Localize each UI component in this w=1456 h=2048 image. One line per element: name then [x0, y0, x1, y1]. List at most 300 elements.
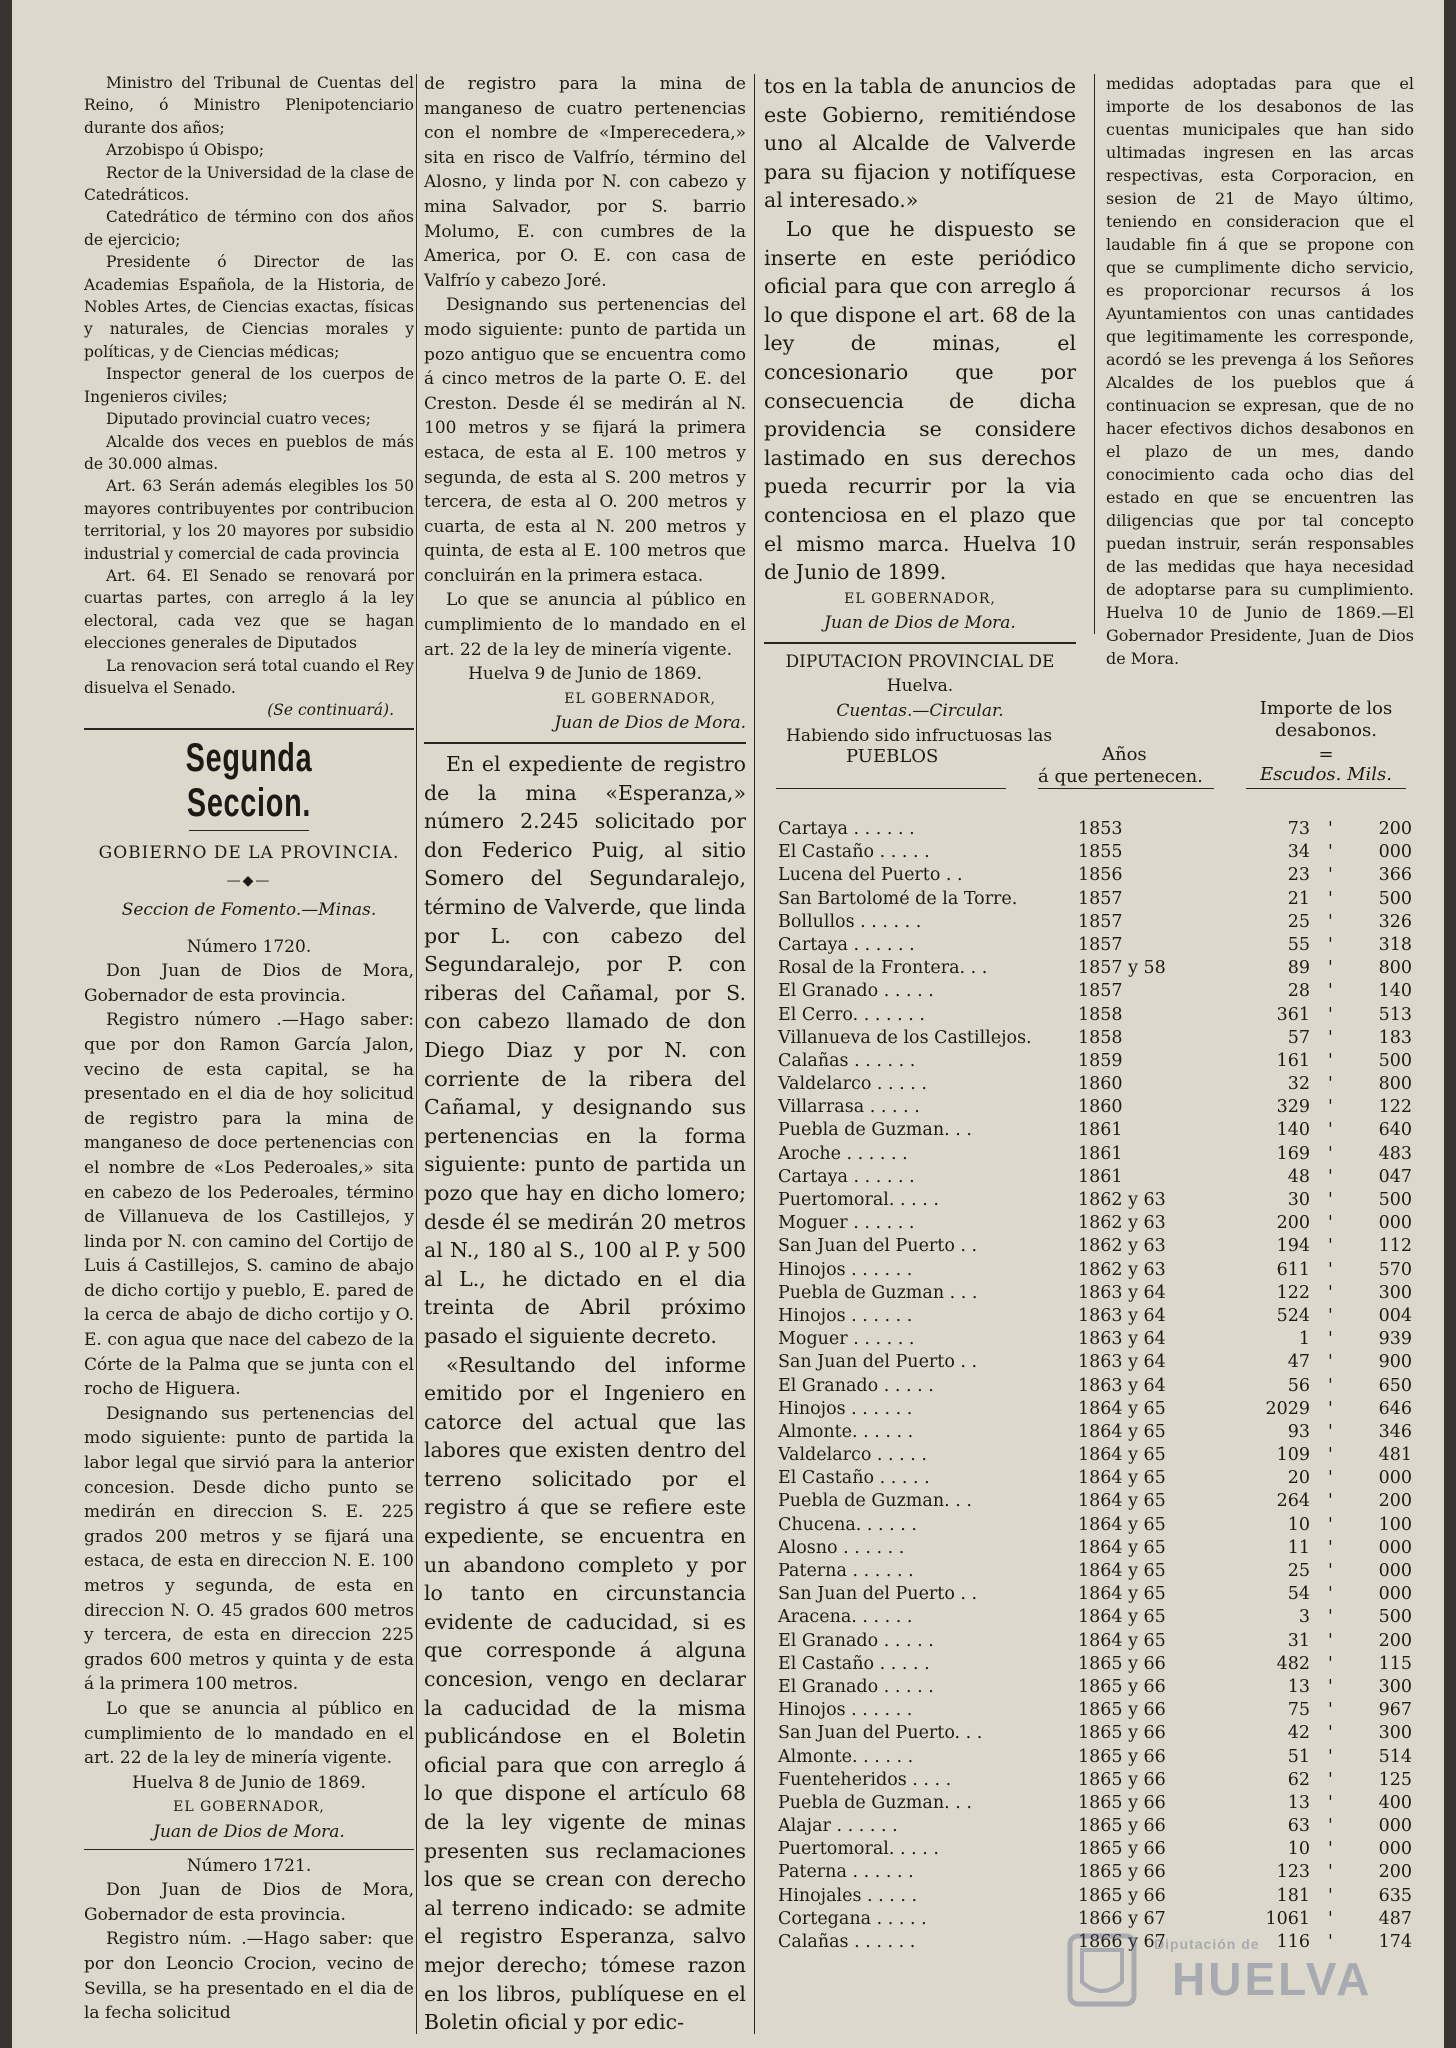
separator-mark: '	[1328, 1792, 1333, 1813]
separator-mark: '	[1328, 1352, 1333, 1373]
table-row	[776, 1792, 1416, 1815]
year-cell: 1862 y 63	[1078, 1236, 1166, 1257]
paragraph: de registro para la mina de manganeso de cuatro pertenencias con el nombre de «Imperecedera,» sita en risco de Valfrío, término del Alosno, y linda por N. con cabezo y mina Salvador, por S. barrio Molumo, E. con cumbres de la America, por O. E. con casa de Valfrío y cabezo Joré.	[424, 74, 746, 291]
column-3	[764, 72, 1076, 746]
town-cell: Puertomoral. . . . .	[778, 1839, 939, 1860]
town-cell: San Juan del Puerto. . .	[778, 1723, 983, 1744]
continuation-note: (Se continuará).	[267, 701, 394, 720]
table-row	[776, 1653, 1416, 1676]
table-row	[776, 1699, 1416, 1722]
year-cell: 1864 y 65	[1078, 1561, 1166, 1581]
table-row	[776, 1073, 1416, 1096]
table-row	[776, 1189, 1416, 1212]
date-line: Huelva 9 de Junio de 1869.	[468, 664, 702, 685]
escudos-cell: 329	[1276, 1097, 1310, 1118]
year-cell: 1858	[1078, 1004, 1123, 1025]
escudos-cell: 194	[1276, 1236, 1310, 1257]
milesimas-cell: 000	[1378, 842, 1412, 863]
year-cell: 1866 y 67	[1078, 1908, 1166, 1929]
escudos-cell: 93	[1287, 1421, 1310, 1442]
separator-mark: '	[1328, 1746, 1333, 1767]
town-cell: Fuenteheridos . . . .	[778, 1769, 952, 1790]
year-cell: 1865 y 66	[1078, 1723, 1166, 1744]
table-row	[776, 1861, 1416, 1884]
table-row	[776, 841, 1416, 864]
year-cell: 1864 y 65	[1078, 1537, 1166, 1558]
separator-mark: '	[1328, 1700, 1333, 1721]
divider	[1246, 788, 1406, 789]
paragraph: Lo que he dispuesto se inserte en este periódico oficial para que con arreglo á lo que dispone el art. 68 de la ley de minas, el concesionario que por consecuencia de dicha providencia se considere lastimado en sus derechos pueda recurrir por la via contenciosa en el plazo que el mismo marca. Huelva 10 de Junio de 1899.	[764, 216, 1076, 585]
escudos-cell: 10	[1287, 1839, 1310, 1860]
escudos-cell: 55	[1287, 934, 1310, 955]
town-cell: Moguer . . . . . .	[778, 1213, 915, 1234]
separator-mark: '	[1328, 1653, 1333, 1674]
table-row	[776, 1746, 1416, 1769]
section-title: Segunda Seccion.	[185, 735, 313, 825]
escudos-cell: 1061	[1265, 1908, 1310, 1929]
town-cell: Chucena. . . . . .	[778, 1514, 917, 1535]
town-cell: Valdelarco . . . . .	[778, 1445, 927, 1466]
town-cell: San Juan del Puerto . .	[778, 1352, 978, 1373]
year-cell: 1863 y 64	[1078, 1282, 1166, 1303]
milesimas-cell: 140	[1378, 981, 1412, 1002]
year-cell: 1857	[1078, 981, 1123, 1002]
divider	[84, 1849, 414, 1850]
town-cell: Puebla de Guzman. . .	[778, 1120, 972, 1141]
escudos-cell: 10	[1287, 1514, 1310, 1535]
separator-mark: '	[1328, 1839, 1333, 1860]
table-row	[776, 1050, 1416, 1073]
table-row	[776, 911, 1416, 934]
escudos-cell: 42	[1287, 1723, 1310, 1744]
paragraph: Art. 63 Serán además elegibles los 50 mayores contribuyentes por contribucion territorial, y los 20 mayores por subsidio industrial y comercial de cada provincia	[84, 477, 414, 563]
town-cell: Almonte. . . . . .	[778, 1746, 914, 1767]
town-cell: Puebla de Guzman . . .	[778, 1282, 978, 1303]
table-row	[776, 1583, 1416, 1606]
year-cell: 1863 y 64	[1078, 1329, 1166, 1350]
escudos-cell: 140	[1276, 1120, 1310, 1141]
table-row	[776, 1444, 1416, 1467]
separator-mark: '	[1328, 1468, 1333, 1489]
paragraph: Art. 64. El Senado se renovará por cuartas partes, con arreglo á la ley electoral, cada vez que se hagan elecciones generales de Diputados	[84, 566, 414, 653]
table-row	[776, 1885, 1416, 1908]
milesimas-cell: 500	[1378, 1190, 1412, 1210]
table-row	[776, 934, 1416, 957]
year-cell: 1865 y 66	[1078, 1746, 1166, 1767]
separator-mark: '	[1328, 1908, 1333, 1929]
table-row	[776, 1398, 1416, 1421]
signature-name: Juan de Dios de Mora.	[153, 1821, 345, 1842]
milesimas-cell: 047	[1378, 1166, 1412, 1187]
escudos-cell: 89	[1287, 958, 1310, 979]
escudos-cell: 30	[1287, 1190, 1310, 1210]
town-cell: Puebla de Guzman. . .	[778, 1491, 972, 1512]
escudos-cell: 122	[1276, 1282, 1310, 1303]
town-cell: Puertomoral. . . . .	[778, 1190, 939, 1210]
paragraph: Registro núm. .—Hago saber: que por don Leoncio Crocion, vecino de Sevilla, se ha presentado en el dia de la fecha solicitud	[84, 1929, 414, 2024]
separator-mark: '	[1328, 1166, 1333, 1187]
year-cell: 1853	[1078, 819, 1123, 839]
milesimas-cell: 000	[1378, 1561, 1412, 1581]
table-row	[776, 1235, 1416, 1258]
town-cell: Rosal de la Frontera. . .	[778, 958, 988, 979]
paragraph: Inspector general de los cuerpos de Ingenieros civiles;	[84, 365, 414, 406]
archive-watermark	[1062, 1930, 1382, 2010]
milesimas-cell: 183	[1378, 1027, 1412, 1048]
town-cell: Moguer . . . . . .	[778, 1329, 915, 1350]
escudos-cell: 11	[1287, 1537, 1310, 1558]
table-row	[776, 1769, 1416, 1792]
year-cell: 1862 y 63	[1078, 1190, 1166, 1210]
separator-mark: '	[1328, 1074, 1333, 1095]
divider	[776, 788, 1006, 789]
town-cell: Cartaya . . . . . .	[778, 819, 915, 839]
table-row	[776, 980, 1416, 1003]
milesimas-cell: 300	[1378, 1282, 1412, 1303]
escudos-cell: 31	[1287, 1630, 1310, 1651]
town-cell: Aracena. . . . . .	[778, 1607, 913, 1628]
escudos-cell: 361	[1276, 1004, 1310, 1025]
town-cell: El Castaño . . . . .	[778, 1468, 930, 1489]
town-cell: Calañas . . . . . .	[778, 1050, 916, 1071]
year-cell: 1862 y 63	[1078, 1259, 1166, 1280]
escudos-cell: 200	[1276, 1213, 1310, 1234]
town-cell: Hinojos . . . . . .	[778, 1305, 913, 1326]
milesimas-cell: 200	[1378, 1630, 1412, 1651]
separator-mark: '	[1328, 1537, 1333, 1558]
separator-mark: '	[1328, 842, 1333, 863]
year-cell: 1864 y 65	[1078, 1468, 1166, 1489]
table-row	[776, 1027, 1416, 1050]
milesimas-cell: 300	[1378, 1723, 1412, 1744]
senate-article-text	[84, 72, 414, 722]
column-rule	[1094, 74, 1095, 634]
year-cell: 1865 y 66	[1078, 1769, 1166, 1790]
paragraph: Alcalde dos veces en pueblos de más de 30.000 almas.	[84, 432, 414, 473]
milesimas-cell: 000	[1378, 1839, 1412, 1860]
year-cell: 1864 y 65	[1078, 1514, 1166, 1535]
escudos-cell: 161	[1276, 1050, 1310, 1071]
separator-mark: '	[1328, 1259, 1333, 1280]
table-row	[776, 888, 1416, 911]
table-row	[776, 1560, 1416, 1583]
desabonos-table-header	[776, 692, 1416, 792]
table-row	[776, 1490, 1416, 1513]
separator-mark: '	[1328, 1769, 1333, 1790]
year-cell: 1857	[1078, 911, 1123, 932]
town-cell: Paterna . . . . . .	[778, 1561, 914, 1581]
year-cell: 1865 y 66	[1078, 1816, 1166, 1837]
milesimas-cell: 366	[1378, 865, 1412, 886]
year-cell: 1861	[1078, 1143, 1123, 1164]
table-row	[776, 1004, 1416, 1027]
milesimas-cell: 570	[1378, 1259, 1412, 1280]
milesimas-cell: 200	[1378, 819, 1412, 839]
notice-number: Número 1720.	[186, 936, 312, 957]
separator-mark: '	[1328, 1514, 1333, 1535]
year-cell: 1860	[1078, 1074, 1123, 1095]
town-cell: Valdelarco . . . . .	[778, 1074, 927, 1095]
year-cell: 1862 y 63	[1078, 1213, 1166, 1234]
year-cell: 1861	[1078, 1166, 1123, 1187]
divider	[189, 830, 309, 831]
milesimas-cell: 346	[1378, 1421, 1412, 1442]
separator-mark: '	[1328, 1213, 1333, 1234]
escudos-cell: 116	[1276, 1932, 1310, 1952]
signature-title: EL GOBERNADOR,	[564, 690, 716, 707]
separator-mark: '	[1328, 1143, 1333, 1164]
year-cell: 1857 y 58	[1078, 958, 1166, 979]
escudos-cell: 62	[1287, 1769, 1310, 1790]
desabonos-table	[776, 818, 1416, 1954]
date-line: Huelva 8 de Junio de 1869.	[132, 1772, 366, 1793]
escudos-cell: 2029	[1265, 1398, 1310, 1419]
year-cell: 1857	[1078, 934, 1123, 955]
milesimas-cell: 481	[1378, 1445, 1412, 1466]
milesimas-cell: 800	[1378, 958, 1412, 979]
milesimas-cell: 900	[1378, 1352, 1412, 1373]
separator-mark: '	[1328, 1282, 1333, 1303]
table-row	[776, 1166, 1416, 1189]
year-cell: 1864 y 65	[1078, 1584, 1166, 1605]
year-cell: 1865 y 66	[1078, 1653, 1166, 1674]
header-escudos: Escudos. Mils.	[1260, 764, 1392, 785]
milesimas-cell: 939	[1378, 1329, 1412, 1350]
year-cell: 1864 y 65	[1078, 1491, 1166, 1512]
table-row	[776, 1537, 1416, 1560]
year-cell: 1865 y 66	[1078, 1676, 1166, 1697]
separator-mark: '	[1328, 958, 1333, 979]
paragraph: Rector de la Universidad de la clase de Catedráticos.	[84, 163, 415, 205]
year-cell: 1864 y 65	[1078, 1630, 1166, 1651]
milesimas-cell: 650	[1378, 1375, 1412, 1396]
signature-title: EL GOBERNADOR,	[173, 1799, 325, 1816]
signature-name: Juan de Dios de Mora.	[824, 613, 1016, 634]
year-cell: 1864 y 65	[1078, 1607, 1166, 1628]
milesimas-cell: 000	[1378, 1213, 1412, 1234]
table-row	[776, 1722, 1416, 1745]
town-cell: Almonte. . . . . .	[778, 1421, 914, 1442]
column-4	[1106, 72, 1414, 672]
separator-mark: '	[1328, 1398, 1333, 1419]
escudos-cell: 32	[1287, 1074, 1310, 1095]
subsection-heading: Seccion de Fomento.—Minas.	[121, 899, 377, 920]
milesimas-cell: 640	[1378, 1120, 1412, 1141]
town-cell: Bollullos . . . . . .	[778, 911, 922, 932]
escudos-cell: 23	[1287, 865, 1310, 886]
header-importe: Importe de los desabonos.	[1259, 698, 1393, 741]
separator-mark: '	[1328, 1190, 1333, 1210]
milesimas-cell: 326	[1378, 911, 1412, 932]
year-cell: 1864 y 65	[1078, 1445, 1166, 1466]
year-cell: 1865 y 66	[1078, 1700, 1166, 1721]
year-cell: 1866 y 67	[1078, 1932, 1166, 1952]
diputacion-heading: DIPUTACION PROVINCIAL DE Huelva.	[785, 651, 1055, 697]
table-row	[776, 1096, 1416, 1119]
government-heading: GOBIERNO DE LA PROVINCIA.	[98, 842, 400, 863]
year-cell: 1864 y 65	[1078, 1398, 1166, 1419]
separator-mark: '	[1328, 1584, 1333, 1605]
signature-name: Juan de Dios de Mora.	[554, 713, 746, 734]
table-row	[776, 1259, 1416, 1282]
column-rule	[416, 74, 417, 2034]
town-cell: Alosno . . . . . .	[778, 1537, 905, 1558]
table-row	[776, 1908, 1416, 1931]
divider	[84, 728, 414, 730]
divider	[1038, 788, 1214, 789]
separator-mark: '	[1328, 1027, 1333, 1048]
table-row	[776, 1676, 1416, 1699]
escudos-cell: 611	[1276, 1259, 1310, 1280]
separator-mark: '	[1328, 1329, 1333, 1350]
escudos-cell: 181	[1276, 1885, 1310, 1906]
table-row	[776, 1421, 1416, 1444]
year-cell: 1863 y 64	[1078, 1375, 1166, 1396]
separator-mark: '	[1328, 1120, 1333, 1141]
year-cell: 1859	[1078, 1050, 1123, 1071]
column-rule	[754, 74, 755, 2034]
header-anos-sub: á que pertenecen.	[1038, 766, 1203, 787]
town-cell: Cortegana . . . . .	[778, 1908, 927, 1929]
escudos-cell: 75	[1287, 1700, 1310, 1721]
paragraph: En el expediente de registro de la mina «Esperanza,» número 2.245 solicitado por don Federico Puig, al sitio Somero del Segundaralejo, término de Valverde, que linda por L. con cabezo del Segundaralejo, por P. con riberas del Cañamal, por S. con cabezo llamado de don Diego Diaz y por N. con corriente de la ribera del Cañamal, y designando sus pertenencias en la forma siguiente: punto de partida un pozo que hay en dicho lomero; desde él se medirán 20 metros al N., 180 al S., 100 al P. y 500 al L., he dictado en el dia treinta de Abril próximo pasado el siguiente decreto.	[424, 752, 746, 1348]
milesimas-cell: 487	[1378, 1908, 1412, 1929]
table-row	[776, 1119, 1416, 1142]
town-cell: Hinojos . . . . . .	[778, 1398, 913, 1419]
year-cell: 1865 y 66	[1078, 1792, 1166, 1813]
paragraph: medidas adoptadas para que el importe de los desabonos de las cuentas municipales que han sido ultimadas ingresen en las arcas respectivas, esta Corporacion, en sesion de 21 de Mayo último, teniendo en consideracion que el laudable fin á que se propone con que se cumplimente dicho servicio, es proporcionar recursos á los Ayuntamientos con unas cantidades que legitimamente les corresponde, acordó se les prevenga á los Señores Alcaldes de los pueblos que á continuacion se expresan, que de no hacer efectivos dichos desabonos en el plazo de un mes, dando conocimiento cada ocho dias del estado en que se encuentren las diligencias que por tal concepto puedan instruir, serán responsables de las medidas que haya necesidad de adoptarse para su cumplimiento. Huelva 10 de Junio de 1869.—El Gobernador Presidente, Juan de Dios de Mora.	[1106, 74, 1414, 668]
separator-mark: '	[1328, 1607, 1333, 1628]
stamp-name: HUELVA	[1172, 1953, 1373, 2005]
escudos-cell: 51	[1287, 1746, 1310, 1767]
milesimas-cell: 483	[1378, 1143, 1412, 1164]
paragraph: tos en la tabla de anuncios de este Gobierno, remitiéndose uno al Alcalde de Valverde para su fijacion y notifíquese al interesado.»	[764, 74, 1076, 213]
table-row	[776, 1212, 1416, 1235]
escudos-cell: 56	[1287, 1375, 1310, 1396]
milesimas-cell: 115	[1378, 1653, 1412, 1674]
milesimas-cell: 000	[1378, 1468, 1412, 1489]
separator-mark: '	[1328, 1050, 1333, 1071]
escudos-cell: 63	[1287, 1816, 1310, 1837]
table-row	[776, 1606, 1416, 1629]
escudos-cell: 109	[1276, 1445, 1310, 1466]
table-row	[776, 1143, 1416, 1166]
year-cell: 1865 y 66	[1078, 1862, 1166, 1883]
notice-number: Número 1721.	[186, 1855, 312, 1876]
separator-mark: '	[1328, 1723, 1333, 1744]
paragraph: «Resultando del informe emitido por el Ingeniero en catorce del actual que las labores que existen dentro del terreno solicitado por el registro á que se refiere este expediente, se encuentra en un abandono completo y por lo tanto en circunstancia evidente de caducidad, si es que corresponde á alguna concesion, vengo en declarar la caducidad de la misma publicándose en el Boletin oficial para que con arreglo á lo que dispone el artículo 68 de la ley vigente de minas presenten sus reclamaciones los que se crean con derecho al terreno indicado: se admite el registro Esperanza, salvo mejor derecho; tómese razon en los libros, publíquese en el Boletin oficial y por edic-	[424, 1352, 746, 2035]
paragraph: Catedrático de término con dos años de ejercicio;	[84, 208, 414, 249]
milesimas-cell: 000	[1378, 1537, 1412, 1558]
town-cell: El Granado . . . . .	[778, 981, 934, 1002]
escudos-cell: 123	[1276, 1862, 1310, 1883]
escudos-cell: 3	[1298, 1607, 1310, 1628]
year-cell: 1865 y 66	[1078, 1839, 1166, 1860]
town-cell: Cartaya . . . . . .	[778, 934, 915, 955]
milesimas-cell: 967	[1378, 1700, 1412, 1721]
milesimas-cell: 514	[1378, 1746, 1412, 1767]
paragraph: Registro número .—Hago saber: que por don Ramon García Jalon, vecino de esta capital, se ha presentado en el dia de hoy solicitud de registro para la mina de manganeso de doce pertenencias con el nombre de «Los Pederoales,» sita en cabezo de los Pederoales, término de Villanueva de los Castillejos, y linda por N. con camino del Cortijo de Luis á Castillejos, S. camino de abajo de dicho cortijo y pueblo, E. pared de la cerca de abajo de dicho cortijo y O. E. con agua que nace del cabezo de la Córte de la Palma que se junta con el rocho de Higuera.	[84, 1010, 414, 1400]
milesimas-cell: 200	[1378, 1862, 1412, 1883]
escudos-cell: 264	[1276, 1491, 1310, 1512]
separator-mark: '	[1328, 1236, 1333, 1257]
separator-mark: '	[1328, 1491, 1333, 1512]
escudos-cell: 47	[1287, 1352, 1310, 1373]
town-cell: El Granado . . . . .	[778, 1676, 934, 1697]
town-cell: Hinojos . . . . . .	[778, 1700, 913, 1721]
paragraph: Designando sus pertenencias del modo siguiente: punto de partida un pozo antiguo que se encuentra como á cinco metros de la parte O. E. del Creston. Desde él se medirán al N. 100 metros y se fijará la primera estaca, de esta al E. 100 metros y segunda, de esta al S. 200 metros y tercera, de esta al O. 200 metros y cuarta, de esta al N. 200 metros y quinta, de esta al E. 100 metros que concluirán en la primera estaca.	[424, 295, 746, 586]
town-cell: El Granado . . . . .	[778, 1630, 934, 1651]
town-cell: El Castaño . . . . .	[778, 842, 930, 863]
page-edge	[1444, 0, 1456, 2048]
separator-mark: '	[1328, 865, 1333, 886]
escudos-cell: 28	[1287, 981, 1310, 1002]
separator-mark: '	[1328, 1421, 1333, 1442]
town-cell: Calañas . . . . . .	[778, 1932, 916, 1952]
town-cell: San Juan del Puerto . .	[778, 1236, 978, 1257]
milesimas-cell: 635	[1378, 1885, 1412, 1906]
separator-mark: '	[1328, 1375, 1333, 1396]
town-cell: San Juan del Puerto . .	[778, 1584, 978, 1605]
table-row	[776, 957, 1416, 980]
paragraph: Presidente ó Director de las Academias Española, de la Historia, de Nobles Artes, de Ciencias exactas, físicas y naturales, de Ciencias morales y políticas, y de Ciencias médicas;	[84, 253, 414, 361]
stamp-label: Diputación de	[1154, 1936, 1260, 1952]
escudos-cell: 13	[1287, 1676, 1310, 1697]
table-row	[776, 1282, 1416, 1305]
separator-mark: '	[1328, 1676, 1333, 1697]
town-cell: Cartaya . . . . . .	[778, 1166, 915, 1187]
town-cell: Alajar . . . . . .	[778, 1816, 898, 1837]
year-cell: 1858	[1078, 1027, 1123, 1048]
milesimas-cell: 125	[1378, 1769, 1412, 1790]
column-2	[424, 72, 746, 2035]
milesimas-cell: 500	[1378, 1050, 1412, 1071]
separator-mark: '	[1328, 1885, 1333, 1906]
milesimas-cell: 318	[1378, 934, 1412, 955]
separator-mark: '	[1328, 1630, 1333, 1651]
milesimas-cell: 000	[1378, 1816, 1412, 1837]
year-cell: 1863 y 64	[1078, 1352, 1166, 1373]
paragraph: Habiendo sido infructuosas las	[786, 725, 1053, 746]
paragraph: La renovacion será total cuando el Rey disuelva el Senado.	[84, 656, 414, 697]
town-cell: Hinojos . . . . . .	[778, 1259, 913, 1280]
separator-mark: '	[1328, 888, 1333, 909]
milesimas-cell: 400	[1378, 1792, 1412, 1813]
year-cell: 1857	[1078, 888, 1123, 909]
milesimas-cell: 300	[1378, 1676, 1412, 1697]
milesimas-cell: 800	[1378, 1074, 1412, 1095]
milesimas-cell: 112	[1378, 1236, 1412, 1257]
town-cell: El Castaño . . . . .	[778, 1653, 930, 1674]
separator-mark: '	[1328, 1862, 1333, 1883]
town-cell: Hinojales . . . . .	[778, 1885, 918, 1906]
milesimas-cell: 646	[1378, 1398, 1412, 1419]
escudos-cell: 524	[1276, 1305, 1310, 1326]
year-cell: 1856	[1078, 865, 1123, 886]
header-anos: Años	[1102, 744, 1147, 765]
paragraph: Ministro del Tribunal de Cuentas del Reino, ó Ministro Plenipotenciario durante dos años;	[84, 74, 414, 137]
separator-mark: '	[1328, 1305, 1333, 1326]
escudos-cell: 1	[1298, 1329, 1310, 1350]
milesimas-cell: 174	[1378, 1932, 1412, 1952]
table-row	[776, 1351, 1416, 1374]
paragraph: Designando sus pertenencias del modo siguiente: punto de partida la labor legal que sirvió para la anterior concesion. Desde dicho punto se medirán en direccion S. E. 225 grados 200 metros y se fijará una estaca, de esta en direccion N. E. 100 metros y segunda, de esta en direccion N. O. 45 grados 600 metros y tercera, de esta en direccion 225 grados 600 metros y quinta y de esta á la primera 100 metros.	[84, 1403, 414, 1695]
table-row	[776, 1514, 1416, 1537]
escudos-cell: 54	[1287, 1584, 1310, 1605]
escudos-cell: 20	[1287, 1468, 1310, 1489]
separator-mark: '	[1328, 1004, 1333, 1025]
circular-heading: Cuentas.—Circular.	[836, 701, 1004, 722]
